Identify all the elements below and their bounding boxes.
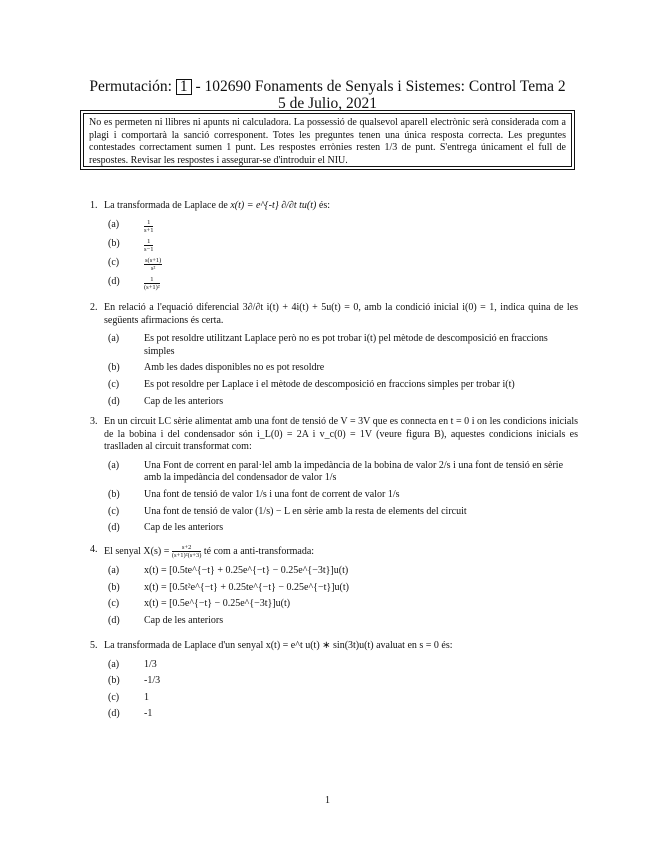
course-title: - 102690 Fonaments de Senyals i Sistemes: Control Tema 2 bbox=[195, 78, 566, 95]
question-text: La transformada de Laplace d'un senyal x(t) = e^t u(t) ∗ sin(3t)u(t) avaluat en s = 0 és: bbox=[104, 640, 453, 651]
option-a bbox=[90, 565, 578, 578]
option-label: (d) bbox=[108, 614, 120, 626]
option-c bbox=[90, 692, 578, 705]
option-label: (c) bbox=[108, 378, 120, 390]
instructions-text: No es permeten ni llibres ni apunts ni calculadora. La possessió de qualsevol aparell electrònic serà considerada com a plagi i comportarà la sanció corresponent. Totes les preguntes tenen una única resposta correcta. Les preguntes contestades correctament sumen 1 punt. Les respostes errònies resten 1/3 de punt. S'entrega únicament el full de respostes. Revisar les respostes i assegurar-se d'introduir el NIU. bbox=[83, 113, 572, 167]
option-b bbox=[90, 582, 578, 595]
option-b bbox=[90, 675, 578, 688]
option-text: Una font de tensió de valor 1/s i una font de corrent de valor 1/s bbox=[144, 488, 400, 500]
option-d bbox=[90, 276, 578, 291]
option-fraction: $\frac{s(s+1)}{\text{s²}}$ bbox=[145, 256, 162, 272]
option-label: (d) bbox=[108, 708, 120, 720]
option-label: (a) bbox=[108, 565, 120, 576]
option-d bbox=[90, 708, 578, 721]
option-fraction: $\frac{1}{\text{(s+1)²}}$ bbox=[144, 275, 160, 291]
option-text: Cap de les anteriors bbox=[144, 522, 224, 534]
option-c bbox=[90, 506, 578, 519]
option-a bbox=[90, 219, 578, 234]
page-number: 1 bbox=[325, 795, 330, 806]
option-text: Cap de les anteriors bbox=[144, 395, 224, 407]
question-text: En un circuit LC sèrie alimentat amb una font de tensió de V = 3V que es connecta en t = 0 i on les condicions inicials de la bobina i del condensador són i_L(0) = 2A i v_c(0) = 1V (veure figura B), aquestes condicions inicials es traslladen al circuit transformat com: bbox=[104, 416, 578, 453]
option-label: (d) bbox=[108, 395, 120, 407]
exam-header bbox=[0, 78, 655, 112]
option-label: (a) bbox=[108, 333, 120, 345]
question-number: 3. bbox=[90, 416, 98, 427]
question-2 bbox=[90, 302, 578, 408]
question-3 bbox=[90, 416, 578, 535]
option-text: Una Font de corrent en paral·lel amb la impedància de la bobina de valor 2/s i una font de tensió en sèrie amb la impedància del condensador de valor 1/s bbox=[144, 459, 564, 484]
option-text: 1 bbox=[144, 691, 149, 703]
option-label: (c) bbox=[108, 691, 120, 703]
option-a bbox=[90, 460, 578, 485]
option-text: 1/3 bbox=[144, 658, 157, 670]
option-c bbox=[90, 257, 578, 272]
option-b bbox=[90, 238, 578, 253]
question-text: La transformada de Laplace de bbox=[104, 200, 231, 211]
option-label: (a) bbox=[108, 459, 120, 471]
title-line bbox=[0, 78, 655, 95]
permutation-number-box: 1 bbox=[176, 79, 192, 95]
question-number: 2. bbox=[90, 302, 98, 313]
option-d bbox=[90, 522, 578, 535]
option-label: (d) bbox=[108, 522, 120, 534]
option-text: x(t) = [0.5te^{−t} + 0.25e^{−t} − 0.25e^{−3t}]u(t) bbox=[144, 565, 349, 576]
option-text: x(t) = [0.5t²e^{−t} + 0.25te^{−t} − 0.25e^{−t}]u(t) bbox=[144, 581, 349, 593]
option-a bbox=[90, 659, 578, 672]
option-label: (b) bbox=[108, 488, 120, 500]
option-label: (c) bbox=[108, 505, 120, 517]
option-label: (b) bbox=[108, 675, 120, 687]
question-4 bbox=[90, 544, 578, 627]
option-text: x(t) = [0.5e^{−t} − 0.25e^{−3t}]u(t) bbox=[144, 598, 291, 610]
option-text: -1 bbox=[144, 708, 153, 720]
option-label: (c) bbox=[108, 598, 120, 610]
question-number: 5. bbox=[90, 640, 98, 651]
instructions-frame bbox=[80, 110, 575, 170]
question-text: En relació a l'equació diferencial 3∂/∂t i(t) + 4i(t) + 5u(t) = 0, amb la condició inicial i(0) = 1, indica quina de les següents afirmacions és certa. bbox=[104, 302, 578, 326]
option-label: (b) bbox=[108, 237, 120, 249]
option-text: Es pot resoldre per Laplace i el mètode de descomposició en fraccions simples per trobar i(t) bbox=[144, 378, 515, 390]
option-b bbox=[90, 362, 578, 375]
option-label: (b) bbox=[108, 362, 120, 374]
exam-date: 5 de Julio, 2021 bbox=[277, 95, 378, 112]
question-text: El senyal X(s) = bbox=[104, 545, 172, 557]
option-text: Cap de les anteriors bbox=[144, 614, 224, 626]
question-text-end: té com a anti-transformada: bbox=[201, 545, 315, 557]
option-text: Es pot resoldre utilitzant Laplace però no es pot trobar i(t) pel mètode de descomposició en fraccions simples bbox=[144, 333, 548, 357]
question-formula: x(t) = e^{-t} ∂/∂t tu(t) bbox=[230, 200, 317, 211]
option-label: (d) bbox=[108, 275, 120, 287]
option-c bbox=[90, 379, 578, 392]
question-number: 4. bbox=[90, 544, 98, 555]
option-label: (a) bbox=[108, 218, 120, 230]
option-fraction: $\frac{1}{s-1}$ bbox=[144, 237, 154, 253]
option-label: (b) bbox=[108, 581, 120, 593]
option-text: Una font de tensió de valor (1/s) − L en sèrie amb la resta de elements del circuit bbox=[144, 505, 467, 517]
question-fraction: $\frac{s+2}{\text{(s+1)²(s+3)}}$ bbox=[171, 544, 202, 559]
question-text-end: és: bbox=[316, 200, 330, 211]
permutation-label: Permutación: bbox=[89, 78, 172, 95]
option-d bbox=[90, 396, 578, 409]
question-number: 1. bbox=[90, 200, 98, 211]
option-text: -1/3 bbox=[144, 675, 161, 687]
question-5 bbox=[90, 640, 578, 721]
option-text: Amb les dades disponibles no es pot resoldre bbox=[144, 362, 325, 374]
option-c bbox=[90, 598, 578, 611]
question-1 bbox=[90, 200, 578, 291]
option-b bbox=[90, 489, 578, 502]
option-a bbox=[90, 333, 578, 358]
option-d bbox=[90, 615, 578, 628]
option-label: (a) bbox=[108, 658, 120, 670]
option-fraction: $\frac{1}{s+1}$ bbox=[144, 218, 154, 234]
option-label: (c) bbox=[108, 256, 120, 268]
